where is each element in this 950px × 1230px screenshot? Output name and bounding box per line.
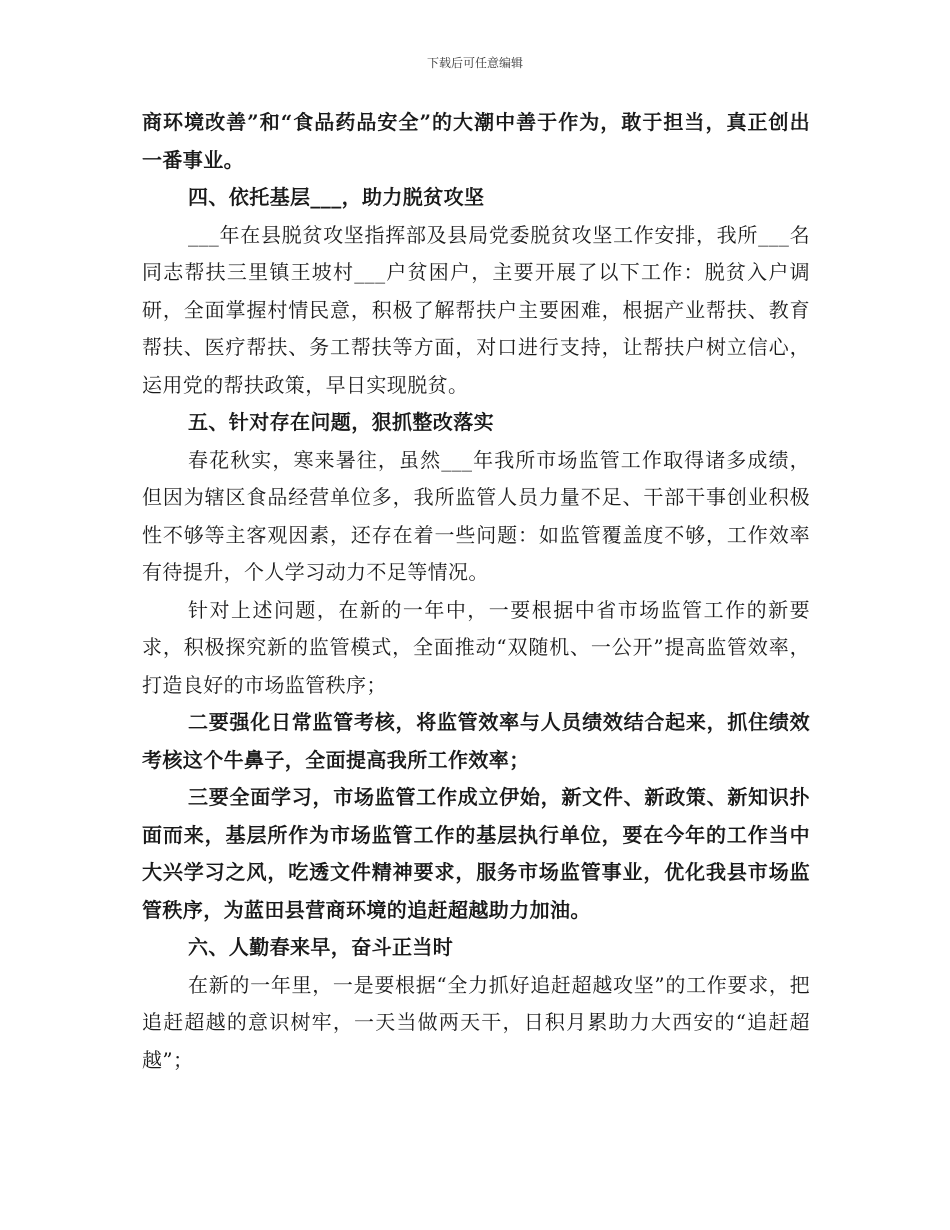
paragraph-problems: 春花秋实，寒来暑往，虽然___年我所市场监管工作取得诸多成绩，但因为辖区食品经营单位多，我所监管人员力量不足、干部干事创业积极性不够等主客观因素，还存在着一些问题：如监管覆盖度不够，工作效率有待提升，个人学习动力不足等情况。 — [142, 447, 810, 584]
paragraph-continuation: 商环境改善”和“食品药品安全”的大潮中善于作为，敢于担当，真正创出一番事业。 — [142, 110, 810, 172]
section-heading-5: 五、针对存在问题，狠抓整改落实 — [188, 410, 494, 434]
document-body — [142, 104, 810, 1079]
paragraph-new-year: 在新的一年里，一是要根据“全力抓好追赶超越攻坚”的工作要求，把追赶超越的意识树牢，一天当做两天干，日积月累助力大西安的“追赶超越”； — [142, 972, 810, 1072]
paragraph-measure-1: 针对上述问题，在新的一年中，一要根据中省市场监管工作的新要求，积极探究新的监管模式，全面推动“双随机、一公开”提高监管效率，打造良好的市场监管秩序； — [142, 597, 810, 697]
paragraph-measure-3: 三要全面学习，市场监管工作成立伊始，新文件、新政策、新知识扑面而来，基层所作为市场监管工作的基层执行单位，要在今年的工作当中大兴学习之风，吃透文件精神要求，服务市场监管事业，优化我县市场监管秩序，为蓝田县营商环境的追赶超越助力加油。 — [142, 785, 810, 922]
page-header-note: 下载后可任意编辑 — [426, 56, 523, 70]
section-heading-6: 六、人勤春来早，奋斗正当时 — [188, 935, 454, 959]
paragraph-poverty-alleviation: ___年在县脱贫攻坚指挥部及县局党委脱贫攻坚工作安排，我所___名同志帮扶三里镇王坡村___户贫困户，主要开展了以下工作：脱贫入户调研，全面掌握村情民意，积极了解帮扶户主要困难，根据产业帮扶、教育帮扶、医疗帮扶、务工帮扶等方面，对口进行支持，让帮扶户树立信心，运用党的帮扶政策，早日实现脱贫。 — [142, 222, 810, 397]
section-heading-4: 四、依托基层___，助力脱贫攻坚 — [188, 185, 485, 209]
paragraph-measure-2: 二要强化日常监管考核，将监管效率与人员绩效结合起来，抓住绩效考核这个牛鼻子，全面提高我所工作效率； — [142, 710, 810, 772]
